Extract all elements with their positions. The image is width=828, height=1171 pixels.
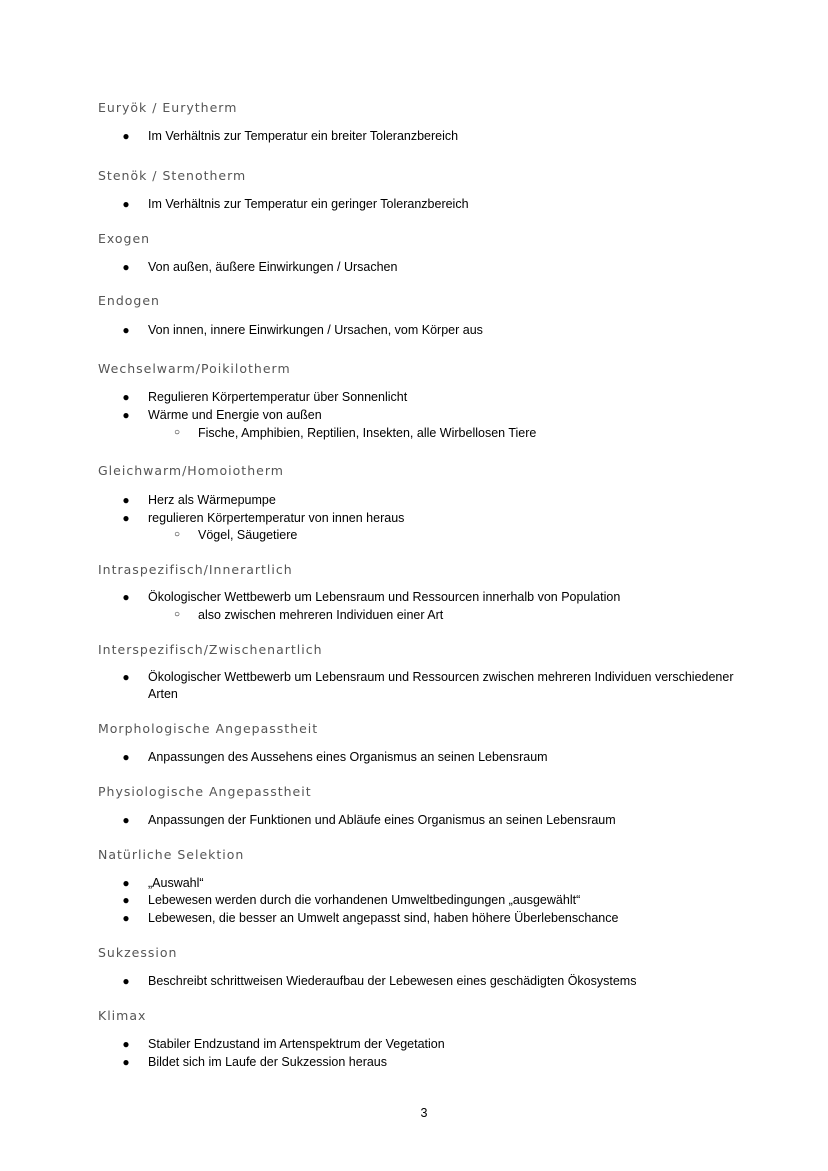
circle-bullet-icon: ○ bbox=[173, 529, 181, 540]
bullet-icon: ● bbox=[122, 876, 130, 890]
term-heading: Wechselwarm/Poikilotherm bbox=[98, 361, 291, 376]
bullet-icon: ● bbox=[122, 493, 130, 507]
circle-bullet-icon: ○ bbox=[173, 427, 181, 438]
term-heading: Sukzession bbox=[98, 945, 178, 960]
bullet-icon: ● bbox=[122, 750, 130, 764]
bullet-icon: ● bbox=[122, 1055, 130, 1069]
bullet-icon: ● bbox=[122, 408, 130, 422]
circle-bullet-icon: ○ bbox=[173, 609, 181, 620]
term-heading: Morphologische Angepasstheit bbox=[98, 721, 319, 736]
term-heading: Natürliche Selektion bbox=[98, 847, 245, 862]
term-heading: Exogen bbox=[98, 231, 151, 246]
bullet-icon: ● bbox=[122, 813, 130, 827]
term-heading: Gleichwarm/Homoiotherm bbox=[98, 463, 284, 478]
bullet-icon: ● bbox=[122, 1037, 130, 1051]
bullet-icon: ● bbox=[122, 323, 130, 337]
term-heading: Physiologische Angepasstheit bbox=[98, 784, 312, 799]
bullet-icon: ● bbox=[122, 670, 130, 684]
bullet-icon: ● bbox=[122, 974, 130, 988]
bullet-icon: ● bbox=[122, 893, 130, 907]
bullet-icon: ● bbox=[122, 911, 130, 925]
bullet-icon: ● bbox=[122, 260, 130, 274]
bullet-icon: ● bbox=[122, 197, 130, 211]
bullet-icon: ● bbox=[122, 390, 130, 404]
term-heading: Klimax bbox=[98, 1008, 147, 1023]
term-heading: Endogen bbox=[98, 293, 160, 308]
page-number: 3 bbox=[420, 1106, 428, 1120]
bullet-icon: ● bbox=[122, 511, 130, 525]
bullet-icon: ● bbox=[122, 590, 130, 604]
term-heading: Interspezifisch/Zwischenartlich bbox=[98, 642, 323, 657]
term-heading: Euryök / Eurytherm bbox=[98, 100, 238, 115]
bullet-icon: ● bbox=[122, 129, 130, 143]
term-heading: Stenök / Stenotherm bbox=[98, 168, 247, 183]
term-heading: Intraspezifisch/Innerartlich bbox=[98, 562, 293, 577]
document-page: Euryök / Eurytherm ● Im Verhältnis zur Temperatur ein breiter Toleranzbereich Stenök / Stenotherm ● Im Verhältnis zur Temperatur ein geringer Toleranzbereich Exogen ● Von außen, äußere Einwirkungen / Ursachen Endogen ● Von innen, innere Einwirkungen / Ursachen, vom Körper aus Wechselwarm/Poikilotherm ● Regulieren Körpertemperatur über Sonnenlicht ● Wärme und Energie von außen ○ Fische, Amphibien, Reptilien, Insekten, alle Wirbellosen Tiere Gleichwarm/Homoiotherm ● Herz als Wärmepumpe ● regulieren Körpertemperatur von innen heraus ○ Vögel, Säugetiere Intraspezifisch/Innerartlich ● Ökologischer Wettbewerb um Lebensraum und Ressourcen innerhalb von Population ○ also zwischen mehreren Individuen einer Art Interspezifisch/Zwischenartlich ● Ökologischer Wettbewerb um Lebensraum und Ressourcen zwischen mehreren Individuen verschiedener Arten Morphologische Angepasstheit ● Anpassungen des Aussehens eines Organismus an seinen Lebensraum Physiologische Angepasstheit ● Anpassungen der Funktionen und Abläufe eines Organismus an seinen Lebensraum Natürliche Selektion ● „Auswahl“ ● Lebewesen werden durch die vorhandenen Umweltbedingungen „ausgewählt“ ● Lebewesen, die besser an Umwelt angepasst sind, haben höhere Überlebenschance Sukzession ● Beschreibt schrittweisen Wiederaufbau der Lebewesen eines geschädigten Ökosystems Klimax ● Stabiler Endzustand im Artenspektrum der Vegetation ● Bildet sich im Laufe der Sukzession heraus 3 bbox=[98, 100, 734, 1120]
